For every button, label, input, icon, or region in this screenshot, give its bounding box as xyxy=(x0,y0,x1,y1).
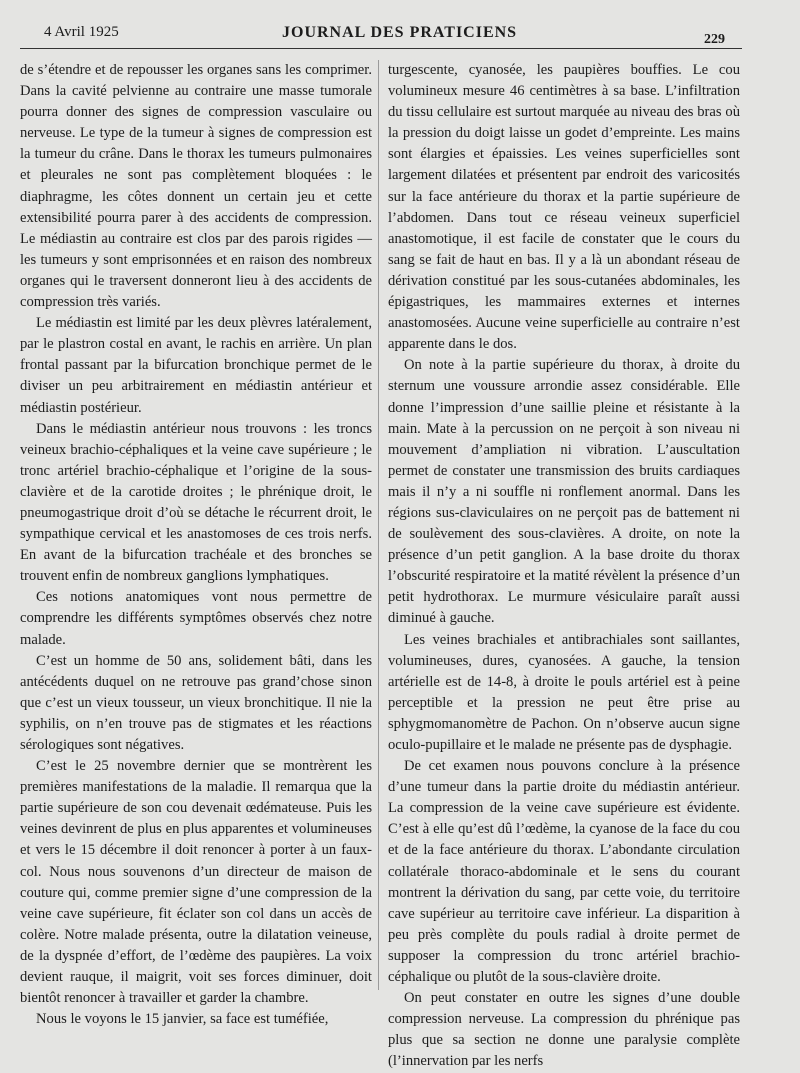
paragraph: Ces notions anatomiques vont nous permettre de comprendre les différents symptômes observés chez notre malade. xyxy=(20,589,372,648)
paragraph: C’est le 25 novembre dernier que se montrèrent les premières manifestations de la maladie. Il remarqua que la partie supérieure de son cou devenait œdémateuse. Puis les veines devinrent de plus en plus apparentes et volumineuses et vers le 15 décembre il doit renoncer à porter à un faux-col. Nous nous souvenons d’un directeur de maison de couture qui, comme premier signe d’une compression de la veine cave supérieure, fit éclater son col dans un accès de colère. Notre malade présenta, outre la dilatation veineuse, de la dyspnée d’effort, de l’œdème des paupières. La voix devient rauque, il maigrit, voit ses forces diminuer, doit bientôt renoncer à travailler et garder la chambre. xyxy=(20,758,372,1007)
column-divider xyxy=(378,60,379,990)
paragraph: Nous le voyons le 15 janvier, sa face est tuméfiée, xyxy=(36,1011,329,1028)
paragraph: On note à la partie supérieure du thorax, à droite du sternum une voussure arrondie assez considérable. Elle donne l’impression d’une saillie pleine et résistante à la main. Mate à la percussion on ne perçoit à son niveau ni mouvement d’ampliation ni vibration. L’auscultation permet de constater une transmission des bruits cardiaques mais il n’y a ni souffle ni ronflement anormal. Dans les régions sus-claviculaires on ne perçoit pas de battement ni de soulèvement des sous-clavières. A droite, on note la présence d’un petit ganglion. A la base droite du thorax l’obscurité respiratoire et la matité révèlent la présence d’un petit hydrothorax. Le murmure vésiculaire paraît aussi diminué à gauche. xyxy=(388,357,740,627)
right-column xyxy=(388,60,740,1073)
paragraph: De cet examen nous pouvons conclure à la présence d’une tumeur dans la partie droite du médiastin antérieur. La compression de la veine cave supérieure est évidente. C’est à elle qu’est dû l’œdème, la cyanose de la face du cou et de la face antérieure du thorax. L’abondante circulation collatérale thoraco-abdominale et le sens du courant montrent la dérivation du sang, par cette voie, du territoire cave supérieur au territoire cave inférieur. La disparition à peu près complète du pouls radial à droite permet de supposer la compression du tronc artériel brachio-céphalique ou plutôt de la sous-clavière droite. xyxy=(388,758,740,986)
paragraph: On peut constater en outre les signes d’une double compression nerveuse. La compression du phrénique pas plus que sa section ne donne une paralysie complète (l’innervation par les nerfs xyxy=(388,990,740,1070)
paragraph: Les veines brachiales et antibrachiales sont saillantes, volumineuses, dures, cyanosées. A gauche, la tension artérielle est de 14-8, à droite le pouls artériel est à peine perceptible et la pression ne peut être prise au sphygmomanomètre de Pachon. On n’observe aucun signe oculo-pupillaire et le malade ne présente pas de dysphagie. xyxy=(388,631,740,753)
header-rule xyxy=(20,48,742,49)
page-header xyxy=(22,24,742,46)
left-column xyxy=(20,60,372,1030)
page-number: 229 xyxy=(704,32,725,47)
journal-title: JOURNAL DES PRATICIENS xyxy=(282,24,518,41)
paragraph: turgescente, cyanosée, les paupières bouffies. Le cou volumineux mesure 46 centimètres à sa base. L’infiltration du tissu cellulaire est surtout marquée au niveau des bras où la pression du doigt laisse un godet d’empreinte. Les mains sont élargies et épaissies. Les veines superficielles sont largement dilatées et présentent par endroit des varicosités sur la face antérieure du thorax et la partie supérieure de l’abdomen. Dans tout ce réseau veineux superficiel anastomotique, il est facile de constater que le cours du sang se fait de haut en bas. Il y a là un abondant réseau de dérivation constitué par les sous-cutanées abdominales, les épigastriques, les mammaires externes et internes anastomosées. Aucune veine superficielle au contraire n’est apparente dans le dos. xyxy=(388,62,740,353)
header-date: 4 Avril 1925 xyxy=(44,24,119,40)
paragraph: C’est un homme de 50 ans, solidement bâti, dans les antécédents duquel on ne retrouve pas grand’chose sinon que c’est un vieux tousseur, un vieux bronchitique. Il nie la syphilis, on n’en trouve pas de stigmates et les réactions sérologiques sont négatives. xyxy=(20,652,372,753)
paragraph: de s’étendre et de repousser les organes sans les comprimer. Dans la cavité pelvienne au contraire une masse tumorale pourra donner des signes de compression vasculaire ou nerveuse. Le type de la tumeur à signes de compression est la tumeur du crâne. Dans le thorax les tumeurs pulmonaires et pleurales ne sont pas complètement bloquées : le diaphragme, les côtes donnent un certain jeu et cette extensibilité pourra parer à des accidents de compression. Le médiastin au contraire est clos par des parois rigides — les tumeurs y sont emprisonnées et en raison des nombreux organes qui le traversent donneront lieu à des accidents de compression très variés. xyxy=(20,62,372,311)
paragraph: Dans le médiastin antérieur nous trouvons : les troncs veineux brachio-céphaliques et la veine cave supérieure ; le tronc artériel brachio-céphalique et l’origine de la sous-clavière et de la carotide droites ; le phrénique droit, le pneumogastrique droit d’où se détache le récurrent droit, le sympathique cervical et les anastomoses de ces trois nerfs. En avant de la bifurcation trachéale et des bronches se trouvent enfin de nombreux ganglions lymphatiques. xyxy=(20,420,372,585)
paragraph: Le médiastin est limité par les deux plèvres latéralement, par le plastron costal en avant, le rachis en arrière. Un plan frontal passant par la bifurcation bronchique permet de le diviser un peu arbitrairement en médiastin antérieur et médiastin postérieur. xyxy=(20,315,372,416)
